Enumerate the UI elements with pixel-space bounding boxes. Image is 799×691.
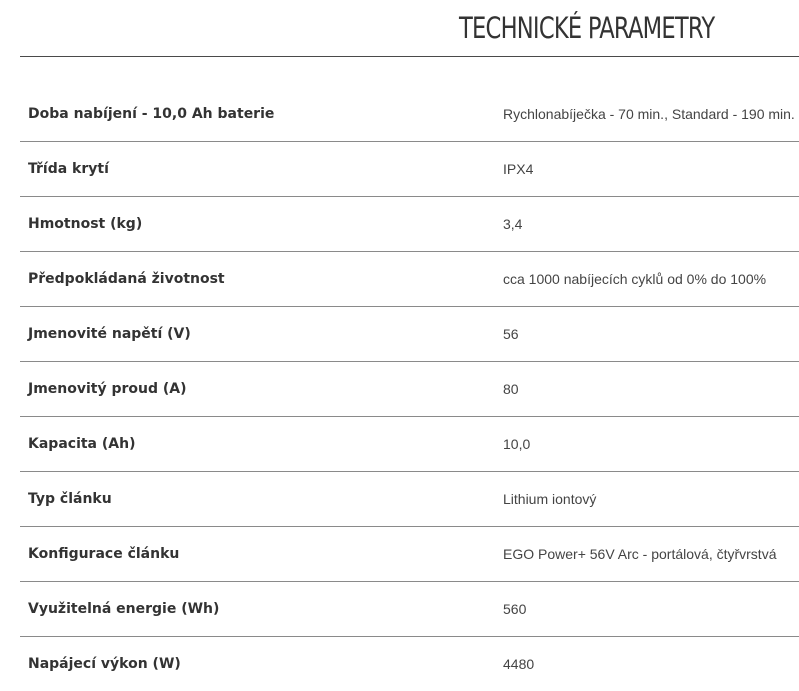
parameter-value: 56: [503, 326, 519, 342]
parameter-value: EGO Power+ 56V Arc - portálová, čtyřvrstvá: [503, 546, 777, 562]
parameter-label: Třída krytí: [28, 161, 109, 177]
parameter-label: Jmenovité napětí (V): [28, 326, 191, 342]
title-divider: [20, 56, 799, 57]
parameter-row: [20, 527, 799, 582]
parameter-label: Kapacita (Ah): [28, 436, 136, 452]
section-title: TECHNICKÉ PARAMETRY: [459, 11, 715, 45]
parameter-value: Lithium iontový: [503, 491, 597, 507]
parameter-label: Využitelná energie (Wh): [28, 601, 220, 617]
parameter-row: [20, 142, 799, 197]
parameter-value: cca 1000 nabíjecích cyklů od 0% do 100%: [503, 271, 767, 287]
parameter-label: Předpokládaná životnost: [28, 271, 225, 287]
parameter-value: 3,4: [503, 216, 523, 232]
parameter-label: Jmenovitý proud (A): [28, 381, 187, 397]
parameter-label: Typ článku: [28, 491, 112, 507]
parameters-table: [20, 87, 799, 691]
parameter-row: [20, 307, 799, 362]
parameter-row: [20, 637, 799, 691]
parameter-label: Napájecí výkon (W): [28, 656, 181, 672]
parameter-row: [20, 417, 799, 472]
parameter-row: [20, 197, 799, 252]
parameter-value: 560: [503, 601, 527, 617]
parameter-label: Konfigurace článku: [28, 546, 180, 562]
parameter-label: Hmotnost (kg): [28, 216, 143, 232]
parameter-row: [20, 87, 799, 142]
parameter-value: 80: [503, 381, 519, 397]
parameter-row: [20, 472, 799, 527]
parameter-value: 10,0: [503, 436, 531, 452]
parameter-value: 4480: [503, 656, 535, 672]
parameter-row: [20, 252, 799, 307]
parameter-value: Rychlonabíječka - 70 min., Standard - 190 min.: [503, 106, 795, 122]
parameter-row: [20, 362, 799, 417]
parameter-value: IPX4: [503, 161, 534, 177]
parameter-row: [20, 582, 799, 637]
parameter-label: Doba nabíjení - 10,0 Ah baterie: [28, 106, 275, 122]
